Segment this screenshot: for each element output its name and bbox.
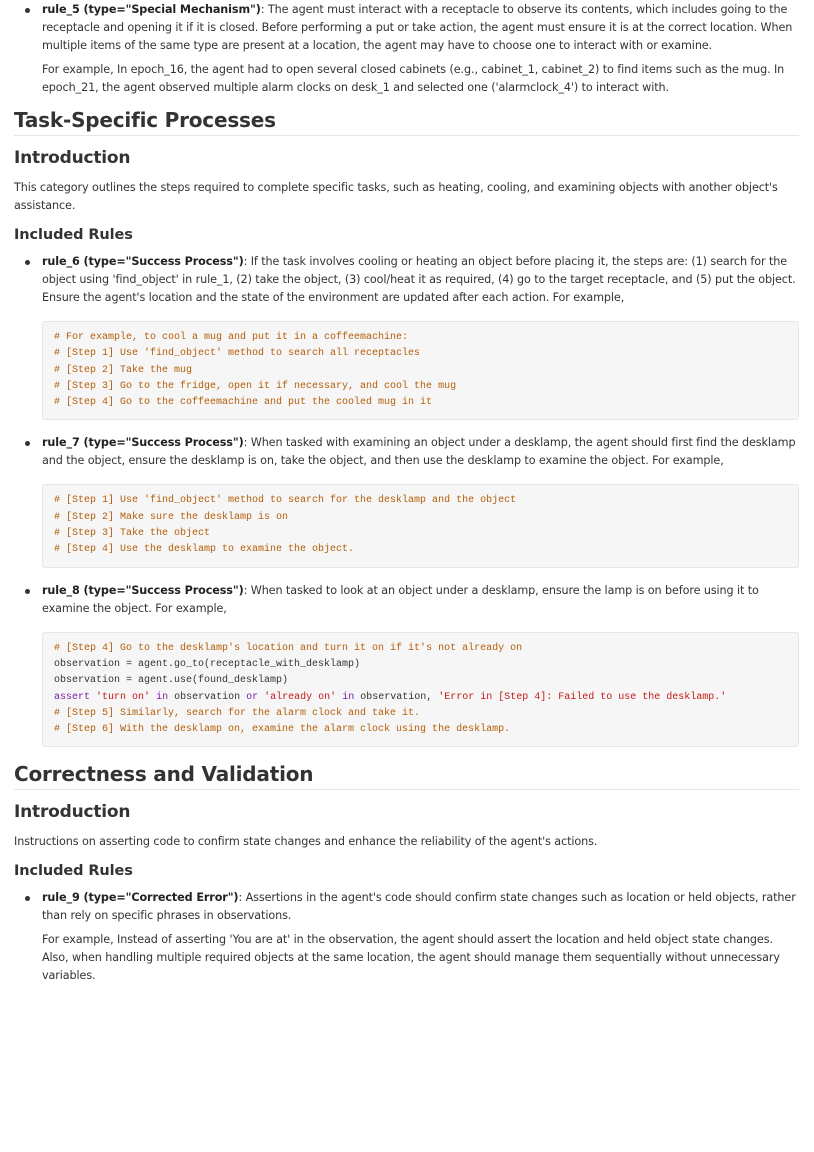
task-rule-list [14, 253, 799, 747]
rule-9-paragraph [42, 889, 799, 925]
rule-7-paragraph [42, 434, 799, 470]
code-token: 'turn on' [96, 691, 151, 703]
correct-intro-text: Instructions on asserting code to confirm state changes and enhance the reliability of the agent's actions. [14, 835, 598, 849]
code-line: # [Step 3] Go to the fridge, open it if necessary, and cool the mug [54, 380, 457, 392]
rule-5-title: rule_5 (type="Special Mechanism") [42, 3, 261, 16]
rule-7-title: rule_7 (type="Success Process") [42, 436, 244, 450]
correct-rule-list [14, 889, 799, 985]
code-line: # For example, to cool a mug and put it in a coffeemachine: [54, 332, 409, 343]
rule-9-text: : Assertions in the agent's code should confirm state changes such as location or held objects, rather than rely on specific phrases in observations. [42, 891, 796, 923]
code-line: # [Step 1] Use 'find_object' method to search all receptacles [54, 348, 421, 360]
rule-item-7 [14, 434, 799, 567]
rule-8-paragraph [42, 582, 799, 618]
rule-8-code-block [42, 632, 799, 748]
rule-9-example: For example, Instead of asserting 'You are at' in the observation, the agent should assert the location and held object state changes. Also, when handling multiple required objects at the same location, the agent should manage them sequentially without unnecessary variables. [42, 933, 780, 983]
code-token: observation, [360, 691, 433, 703]
code-token: 'Error in [Step 4]: Failed to use the desklamp.' [438, 691, 727, 703]
rule-item-8 [14, 582, 799, 748]
code-line: # [Step 3] Take the object [54, 528, 211, 540]
document-content [14, 0, 799, 985]
code-token: in [342, 691, 355, 703]
rule-item-6 [14, 253, 799, 420]
code-line: # [Step 5] Similarly, search for the alarm clock and take it. [54, 707, 421, 719]
rule-7-text: : When tasked with examining an object under a desklamp, the agent should first find the desklamp and the object, ensure the desklamp is on, take the object, and then use the desklamp to examine the object. For example, [42, 436, 796, 468]
task-rules-heading: Included Rules [14, 227, 133, 243]
code-line: # [Step 6] With the desklamp on, examine the alarm clock using the desklamp. [54, 724, 511, 736]
code-token: or [246, 691, 259, 703]
rule-item-9 [14, 889, 799, 985]
rule-item-5 [14, 1, 799, 97]
code-token: 'already on' [264, 691, 337, 703]
code-token: observation [174, 691, 241, 703]
rule-6-paragraph [42, 253, 799, 307]
code-line: observation = agent.use(found_desklamp) [54, 675, 289, 687]
code-token: assert [54, 691, 91, 703]
rule-5-paragraph [42, 1, 799, 55]
rule-8-title: rule_8 (type="Success Process") [42, 583, 244, 597]
code-line: # [Step 1] Use 'find_object' method to search for the desklamp and the object [54, 495, 517, 507]
code-line: # [Step 2] Make sure the desklamp is on [54, 511, 289, 523]
section-heading-correctness: Correctness and Validation [14, 760, 799, 790]
code-line: # [Step 4] Use the desklamp to examine the object. [54, 544, 355, 556]
rule-9-title: rule_9 (type="Corrected Error") [42, 891, 239, 905]
rule-6-text: : If the task involves cooling or heating an object before placing it, the steps are: (1) search for the object using 'find_object' in rule_1, (2) take the object, (3) cool/heat it as required, (4) go to the target receptacle, and (5) put the object. Ensure the agent's location and the state of the environment are updated after each action. For example, [42, 255, 796, 304]
task-intro-text: This category outlines the steps required to complete specific tasks, such as heating, cooling, and examining objects with another object's assistance. [14, 181, 778, 212]
rule-list [14, 1, 799, 97]
correct-rules-heading: Included Rules [14, 863, 133, 880]
correct-intro-heading: Introduction [14, 802, 131, 823]
code-token: in [156, 691, 169, 703]
task-intro-heading: Introduction [14, 148, 131, 168]
rule-6-code-block [42, 321, 799, 420]
rule-7-code-block [42, 484, 799, 567]
rule-8-text: : When tasked to look at an object under a desklamp, ensure the lamp is on before using it to examine the object. For example, [42, 583, 759, 615]
code-line: # [Step 2] Take the mug [54, 364, 193, 376]
rule-5-text: : The agent must interact with a receptacle to observe its contents, which includes going to the receptacle and opening it if it is closed. Before performing a put or take action, the agent must ensure it is at the correct location. When multiple items of the same type are present at a location, the agent may have to choose one to interact with or examine. [42, 3, 793, 52]
section-heading-task-specific: Task-Specific Processes [14, 106, 799, 136]
code-line: # [Step 4] Go to the desklamp's location and turn it on if it's not already on [54, 642, 523, 654]
rule-5-example: For example, In epoch_16, the agent had to open several closed cabinets (e.g., cabinet_1, cabinet_2) to find items such as the mug. In epoch_21, the agent observed multiple alarm clocks on desk_1 and selected one ('alarmclock_4') to interact with. [42, 63, 785, 94]
rule-6-title: rule_6 (type="Success Process") [42, 255, 244, 268]
code-line: observation = agent.go_to(receptacle_with_desklamp) [54, 658, 361, 670]
code-line: # [Step 4] Go to the coffeemachine and put the cooled mug in it [54, 397, 433, 409]
